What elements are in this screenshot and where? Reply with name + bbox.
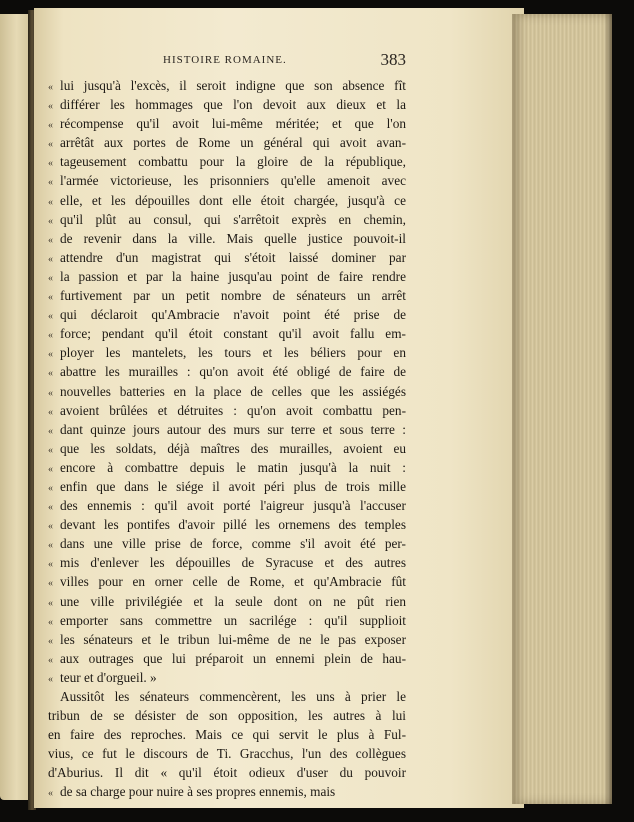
text-line [48, 782, 406, 801]
line-text: les sénateurs et le tribun lui-même de ne le pas exposer [60, 631, 406, 647]
text-line [48, 496, 406, 515]
text-line [48, 210, 406, 229]
line-text: qu'il plût au consul, qui s'arrêtoit exprès en chemin, [60, 211, 406, 227]
line-text: récompense qu'il avoit lui-même méritée; et que l'on [60, 116, 406, 132]
quote-mark: « [48, 540, 53, 552]
page-block-edge [512, 14, 612, 804]
line-text: qui déclaroit qu'Ambracie n'avoit point été prise de [60, 307, 406, 323]
line-text: de revenir dans la ville. Mais quelle justice pouvoit-il [60, 230, 406, 246]
line-text: différer les hommages que l'on devoit aux dieux et la [60, 97, 406, 113]
line-text: teur et d'orgueil. » [60, 669, 157, 685]
line-text: ployer les mantelets, les tours et les béliers pour en [60, 345, 406, 361]
text-line [48, 248, 406, 267]
text-line [48, 382, 406, 401]
line-text: furtivement par un petit nombre de sénateurs un arrêt [60, 288, 406, 304]
line-text: tageusement combattu pour la gloire de la république, [60, 154, 406, 170]
text-line [48, 191, 406, 210]
line-text: nouvelles batteries en la place de celles que les assiégés [60, 383, 406, 399]
quote-mark: « [48, 139, 53, 151]
text-line [48, 649, 406, 668]
line-text: vius, ce fut le discours de Ti. Gracchus, l'un des collègues [48, 746, 406, 762]
quote-mark: « [48, 177, 53, 189]
quote-mark: « [48, 502, 53, 514]
quote-mark: « [48, 597, 53, 609]
quote-mark: « [48, 311, 53, 323]
quote-mark: « [48, 215, 53, 227]
line-text: que les soldats, déjà maîtres des murailles, avoient eu [60, 440, 406, 456]
text-line [48, 534, 406, 553]
quote-mark: « [48, 368, 53, 380]
quote-mark: « [48, 234, 53, 246]
quote-mark: « [48, 482, 53, 494]
text-line [48, 477, 406, 496]
quote-mark: « [48, 788, 53, 800]
line-text: dans une ville prise de force, comme s'il avoit été per- [60, 536, 406, 552]
text-line [48, 362, 406, 381]
line-text: avoient brûlées et détruites : qu'on avoit combattu pen- [60, 402, 406, 418]
text-line [48, 763, 406, 782]
quote-mark: « [48, 196, 53, 208]
body-text [48, 76, 406, 802]
line-text: mis d'enlever les dépouilles de Syracuse et des autres [60, 555, 406, 571]
text-line [48, 744, 406, 763]
line-text: devant les pontifes d'avoir pillé les ornemens des temples [60, 517, 406, 533]
quote-mark: « [48, 635, 53, 647]
quote-mark: « [48, 444, 53, 456]
quote-mark: « [48, 406, 53, 418]
quote-mark: « [48, 349, 53, 361]
text-line [48, 515, 406, 534]
line-text: elle, et les dépouilles dont elle étoit chargée, jusqu'à ce [60, 192, 406, 208]
text-line [48, 286, 406, 305]
text-line [48, 420, 406, 439]
line-text: des ennemis : qu'il avoit porté l'aigreur jusqu'à l'accuser [60, 498, 406, 514]
quote-mark: « [48, 158, 53, 170]
text-line [48, 553, 406, 572]
line-text: aux outrages que lui préparoit un ennemi plein de hau- [60, 650, 406, 666]
line-text: la passion et par la haine jusqu'au point de faire rendre [60, 268, 406, 284]
line-text: villes pour en orner celle de Rome, et qu'Ambracie fût [60, 574, 406, 590]
text-line [48, 592, 406, 611]
quote-mark: « [48, 425, 53, 437]
line-text: emporter sans commettre un sacrilége : qu'il supplioit [60, 612, 406, 628]
text-line [48, 458, 406, 477]
quote-mark: « [48, 120, 53, 132]
text-line [48, 152, 406, 171]
text-line [48, 229, 406, 248]
line-text: tribun de se désister de son opposition, les autres à lui [48, 708, 406, 724]
quote-mark: « [48, 292, 53, 304]
line-text: Aussitôt les sénateurs commencèrent, les uns à prier le [60, 689, 406, 704]
quote-mark: « [48, 101, 53, 113]
quote-mark: « [48, 253, 53, 265]
line-text: lui jusqu'à l'excès, il seroit indigne que son absence fît [60, 78, 406, 93]
line-text: en faire des reproches. Mais ce qui servit le plus à Ful- [48, 727, 406, 743]
text-line [48, 114, 406, 133]
text-line [48, 706, 406, 725]
quote-mark: « [48, 463, 53, 475]
line-text: l'armée victorieuse, les prisonniers qu'elle amenoit avec [60, 173, 406, 189]
facing-page-edge [0, 14, 30, 800]
text-line [48, 343, 406, 362]
text-line [48, 324, 406, 343]
line-text: force; pendant qu'il étoit constant qu'il avoit fallu em- [60, 326, 406, 342]
quote-mark: « [48, 82, 53, 93]
page-header [48, 50, 406, 76]
text-line [48, 687, 406, 706]
text-line [48, 305, 406, 324]
line-text: attendre d'un magistrat qui s'étoit laissé dominer par [60, 249, 406, 265]
text-line [48, 95, 406, 114]
line-text: enfin que dans le siége il avoit péri plus de trois mille [60, 478, 406, 494]
text-line [48, 439, 406, 458]
line-text: abattre les murailles : qu'on avoit été obligé de faire de [60, 364, 406, 380]
text-line [48, 76, 406, 95]
text-line [48, 133, 406, 152]
quote-mark: « [48, 272, 53, 284]
line-text: d'Aburius. Il dit « qu'il étoit odieux d'user du pouvoir [48, 765, 406, 781]
text-line [48, 401, 406, 420]
quote-mark: « [48, 578, 53, 590]
text-line [48, 267, 406, 286]
line-text: encore à combattre depuis le matin jusqu'à la nuit : [60, 459, 406, 475]
quote-mark: « [48, 673, 53, 685]
quote-mark: « [48, 559, 53, 571]
line-text: dant quinze jours autour des murs sur terre et sous terre : [60, 421, 406, 437]
quote-mark: « [48, 330, 53, 342]
line-text: une ville privilégiée et la seule dont on ne pût rien [60, 593, 406, 609]
text-line [48, 630, 406, 649]
text-line [48, 668, 406, 687]
text-line [48, 611, 406, 630]
text-line [48, 572, 406, 591]
page-number: 383 [380, 50, 406, 69]
text-line [48, 725, 406, 744]
line-text: de sa charge pour nuire à ses propres ennemis, mais [60, 784, 336, 800]
quote-mark: « [48, 654, 53, 666]
quote-mark: « [48, 521, 53, 533]
quote-mark: « [48, 616, 53, 628]
quote-mark: « [48, 387, 53, 399]
text-line [48, 171, 406, 190]
running-title: HISTOIRE ROMAINE. [163, 54, 287, 66]
line-text: arrêtât aux portes de Rome un général qui avoit avan- [60, 135, 406, 151]
